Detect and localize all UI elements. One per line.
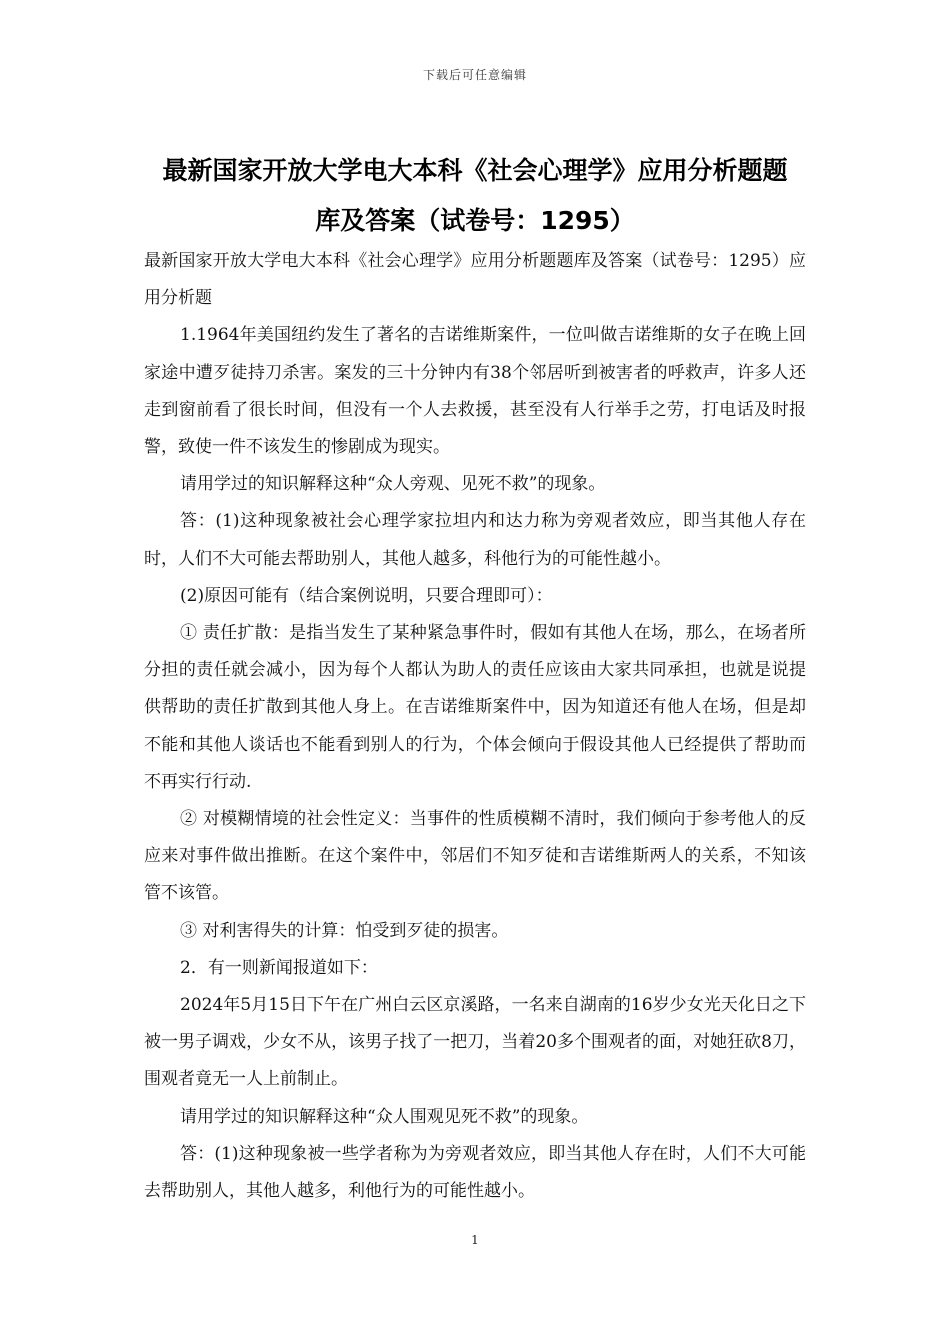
page-number: 1 xyxy=(471,1233,479,1247)
paragraph: 答：(1)这种现象被社会心理学家拉坦内和达力称为旁观者效应，即当其他人存在时，人们不大可能去帮助别人，其他人越多，科他行为的可能性越小。 xyxy=(144,511,806,569)
title-line-2: 库及答案（试卷号：1295） xyxy=(315,206,635,235)
paragraph: 2024年5月15日下午在广州白云区京溪路，一名来自湖南的16岁少女光天化日之下被一男子调戏，少女不从，该男子找了一把刀，当着20多个围观者的面，对她狂砍8刀，围观者竟无一人上前制止。 xyxy=(144,995,806,1090)
paragraph: ③ 对利害得失的计算：怕受到歹徒的损害。 xyxy=(180,920,509,941)
paragraph: 请用学过的知识解释这种“众人旁观、见死不救”的现象。 xyxy=(180,474,606,495)
header-note: 下载后可任意编辑 xyxy=(422,68,527,82)
document-title xyxy=(120,146,830,246)
paragraph: 1.1964年美国纽约发生了著名的吉诺维斯案件，一位叫做吉诺维斯的女子在晚上回家途中遭歹徒持刀杀害。案发的三十分钟内有38个邻居听到被害者的呼救声，许多人还走到窗前看了很长时间，但没有一个人去救援，甚至没有人行举手之劳，打电话及时报警，致使一件不该发生的惨剧成为现实。 xyxy=(144,325,806,458)
paragraph: (2)原因可能有（结合案例说明，只要合理即可）： xyxy=(180,585,553,606)
document-body xyxy=(144,243,806,1210)
paragraph: 最新国家开放大学电大本科《社会心理学》应用分析题题库及答案（试卷号：1295）应用分析题 xyxy=(144,251,806,309)
paragraph: 2．有一则新闻报道如下： xyxy=(180,957,378,978)
paragraph: ② 对模糊情境的社会性定义：当事件的性质模糊不清时，我们倾向于参考他人的反应来对事件做出推断。在这个案件中，邻居们不知歹徒和吉诺维斯两人的关系，不知该管不该管。 xyxy=(144,809,806,904)
title-line-1: 最新国家开放大学电大本科《社会心理学》应用分析题题 xyxy=(162,156,788,185)
paragraph: 答：(1)这种现象被一些学者称为为旁观者效应，即当其他人存在时，人们不大可能去帮助别人，其他人越多，利他行为的可能性越小。 xyxy=(144,1143,806,1202)
paragraph: ① 责任扩散：是指当发生了某种紧急事件时，假如有其他人在场，那么，在场者所分担的责任就会减小，因为每个人都认为助人的责任应该由大家共同承担，也就是说提供帮助的责任扩散到其他人身上。在吉诺维斯案件中，因为知道还有他人在场，但是却不能和其他人谈话也不能看到别人的行为，个体会倾向于假设其他人已经提供了帮助而不再实行行动. xyxy=(144,623,806,792)
paragraph: 请用学过的知识解释这种“众人围观见死不救”的现象。 xyxy=(180,1106,589,1127)
